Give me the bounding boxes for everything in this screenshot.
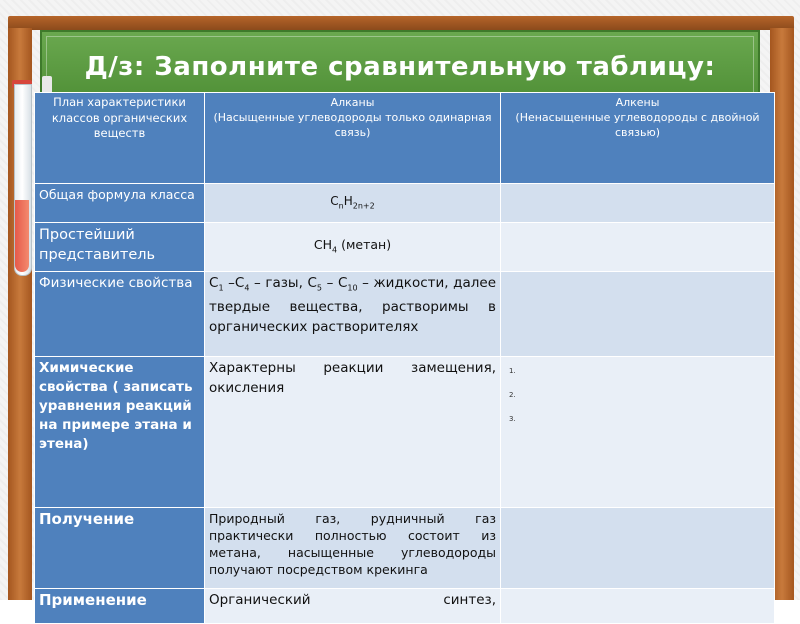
row-label-chemical: Химические свойства ( записать уравнения реакций на примере этана и этена) [35, 357, 205, 508]
cell-alkane-formula [205, 184, 501, 223]
cell-alkene-production [501, 508, 775, 589]
header-alkenes-name: Алкены [615, 96, 660, 109]
wooden-frame-top [8, 16, 794, 30]
cell-alkane-chemical: Характерны реакции замещения, окисления [205, 357, 501, 508]
row-label-formula: Общая формула класса [35, 184, 205, 223]
phys-part-6: – C [321, 275, 348, 291]
phys-part-8: – жидкости, далее твердые вещества, растворимы в органических растворителях [209, 275, 496, 335]
header-alkanes-desc: (Насыщенные углеводороды только одинарная связь) [213, 111, 492, 139]
cell-alkene-representative [501, 223, 775, 272]
table-row [35, 357, 775, 508]
table-header-row [35, 93, 775, 184]
test-tube-liquid [15, 200, 29, 272]
methane-4: 4 [332, 245, 338, 255]
header-alkenes [501, 93, 775, 184]
cell-alkane-physical [205, 272, 501, 357]
alkene-item-3: 3. [509, 415, 516, 423]
phys-part-0: C [209, 275, 219, 291]
cell-alkane-application: Органический синтез, [205, 589, 501, 624]
formula-h: H [343, 194, 353, 208]
phys-part-3: 4 [244, 283, 250, 293]
table-row [35, 223, 775, 272]
table-row [35, 508, 775, 589]
cell-alkane-representative [205, 223, 501, 272]
formula-n: n [338, 201, 344, 211]
row-label-representative: Простейший представитель [35, 223, 205, 272]
methane-name: (метан) [337, 237, 392, 252]
phys-part-1: 1 [218, 283, 224, 293]
cell-alkene-application [501, 589, 775, 624]
header-plan: План характеристики классов органических веществ [35, 93, 205, 184]
methane-ch: CH [313, 237, 333, 252]
cell-alkane-production: Природный газ, рудничный газ практически полностью состоит из метана, насыщенные углеводороды получают посредством крекинга [205, 508, 501, 589]
header-alkanes [205, 93, 501, 184]
alkene-item-1: 1. [509, 367, 516, 375]
slide-title: Д/з: Заполните сравнительную таблицу: [84, 52, 716, 82]
comparison-table [34, 92, 775, 624]
table-row [35, 184, 775, 223]
cell-alkene-chemical [501, 357, 775, 508]
phys-part-5: 5 [316, 283, 322, 293]
phys-part-7: 10 [347, 283, 358, 293]
header-alkanes-name: Алканы [330, 96, 375, 109]
cell-alkene-formula [501, 184, 775, 223]
table-row [35, 589, 775, 624]
formula-2n2: 2n+2 [352, 201, 375, 211]
table-row [35, 272, 775, 357]
phys-part-2: –C [223, 275, 245, 291]
cell-alkene-physical [501, 272, 775, 357]
row-label-physical: Физические свойства [35, 272, 205, 357]
row-label-application: Применение [35, 589, 205, 624]
formula-c: C [330, 194, 339, 208]
alkene-item-2: 2. [509, 391, 516, 399]
phys-part-4: – газы, C [249, 275, 317, 291]
header-alkenes-desc: (Ненасыщенные углеводороды с двойной связью) [515, 111, 760, 139]
row-label-production: Получение [35, 508, 205, 589]
